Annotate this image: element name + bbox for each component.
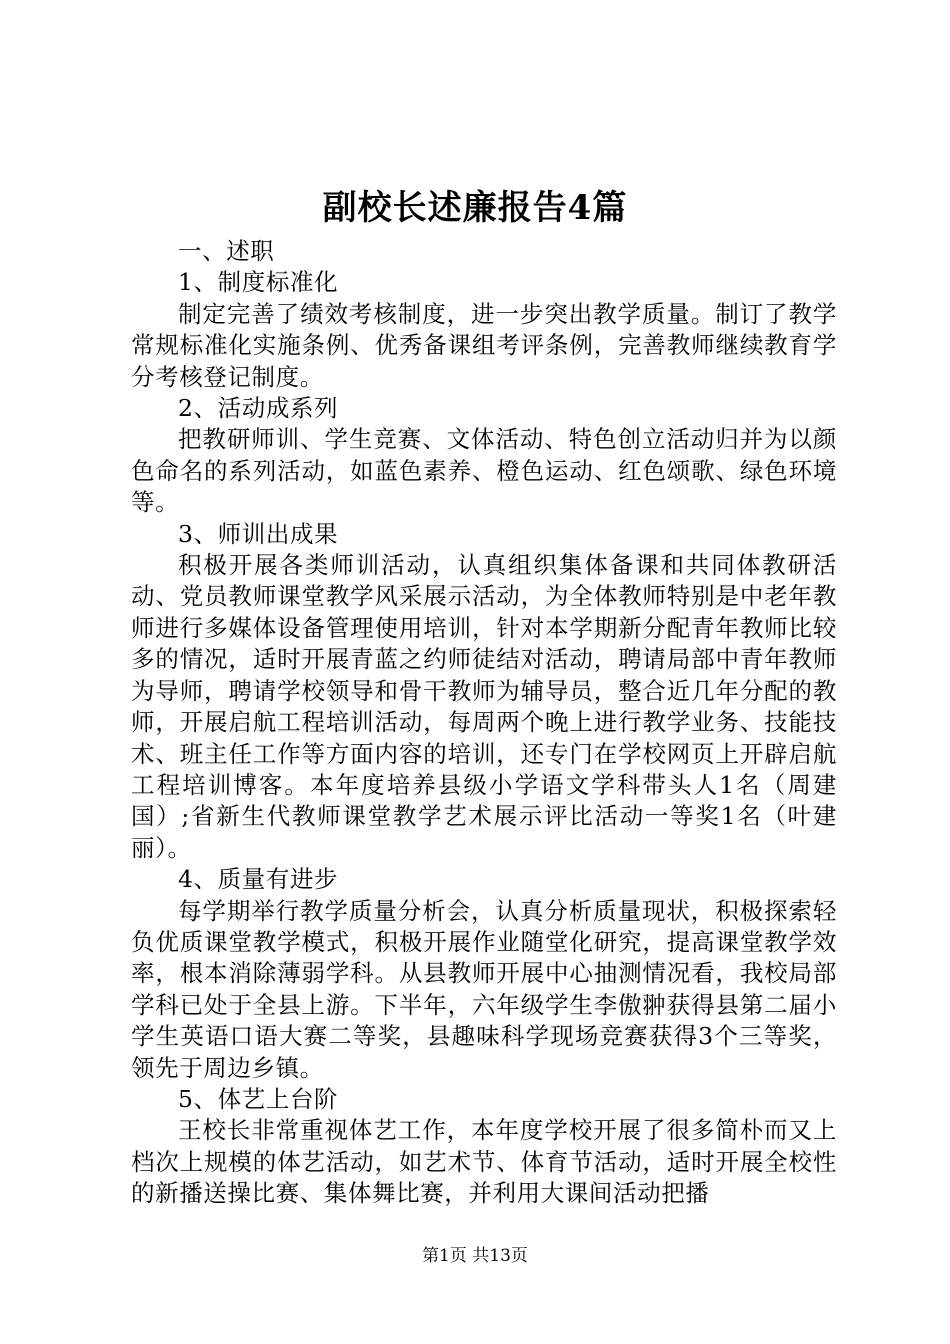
- document-title: 副校长述廉报告4篇: [322, 188, 628, 228]
- document-body: [131, 236, 837, 1210]
- body-paragraph: 制定完善了绩效考核制度，进一步突出教学质量。制订了教学常规标准化实施条例、优秀备课组考评条例，完善教师继续教育学分考核登记制度。: [131, 299, 837, 391]
- body-paragraph: 把教研师训、学生竞赛、文体活动、特色创立活动归并为以颜色命名的系列活动，如蓝色素养、橙色运动、红色颂歌、绿色环境等。: [131, 425, 837, 517]
- page-footer: 第1页 共13页: [422, 1246, 528, 1266]
- section-heading: 一、述职: [178, 237, 275, 265]
- subsection-heading: 5、体艺上台阶: [178, 1084, 339, 1113]
- subsection-heading: 1、制度标准化: [178, 268, 339, 297]
- subsection-heading: 3、师训出成果: [178, 519, 339, 548]
- body-paragraph: 王校长非常重视体艺工作，本年度学校开展了很多简朴而又上档次上规模的体艺活动，如艺术节、体育节活动，适时开展全校性的新播送操比赛、集体舞比赛，并利用大课间活动把播: [131, 1116, 837, 1208]
- subsection-heading: 4、质量有进步: [178, 865, 339, 894]
- body-paragraph: 积极开展各类师训活动，认真组织集体备课和共同体教研活动、党员教师课堂教学风采展示活动，为全体教师特别是中老年教师进行多媒体设备管理使用培训，针对本学期新分配青年教师比较多的情况，适时开展青蓝之约师徒结对活动，聘请局部中青年教师为导师，聘请学校领导和骨干教师为辅导员，整合近几年分配的教师，开展启航工程培训活动，每周两个晚上进行教学业务、技能技术、班主任工作等方面内容的培训，还专门在学校网页上开辟启航工程培训博客。本年度培养县级小学语文学科带头人1名（周建国）;省新生代教师课堂教学艺术展示评比活动一等奖1名（叶建丽）。: [131, 551, 837, 862]
- body-paragraph: 每学期举行教学质量分析会，认真分析质量现状，积极探索轻负优质课堂教学模式，积极开展作业随堂化研究，提高课堂教学效率，根本消除薄弱学科。从县教师开展中心抽测情况看，我校局部学科已处于全县上游。下半年，六年级学生李傲翀获得县第二届小学生英语口语大赛二等奖，县趣味科学现场竞赛获得3个三等奖，领先于周边乡镇。: [131, 896, 837, 1082]
- subsection-heading: 2、活动成系列: [178, 394, 339, 423]
